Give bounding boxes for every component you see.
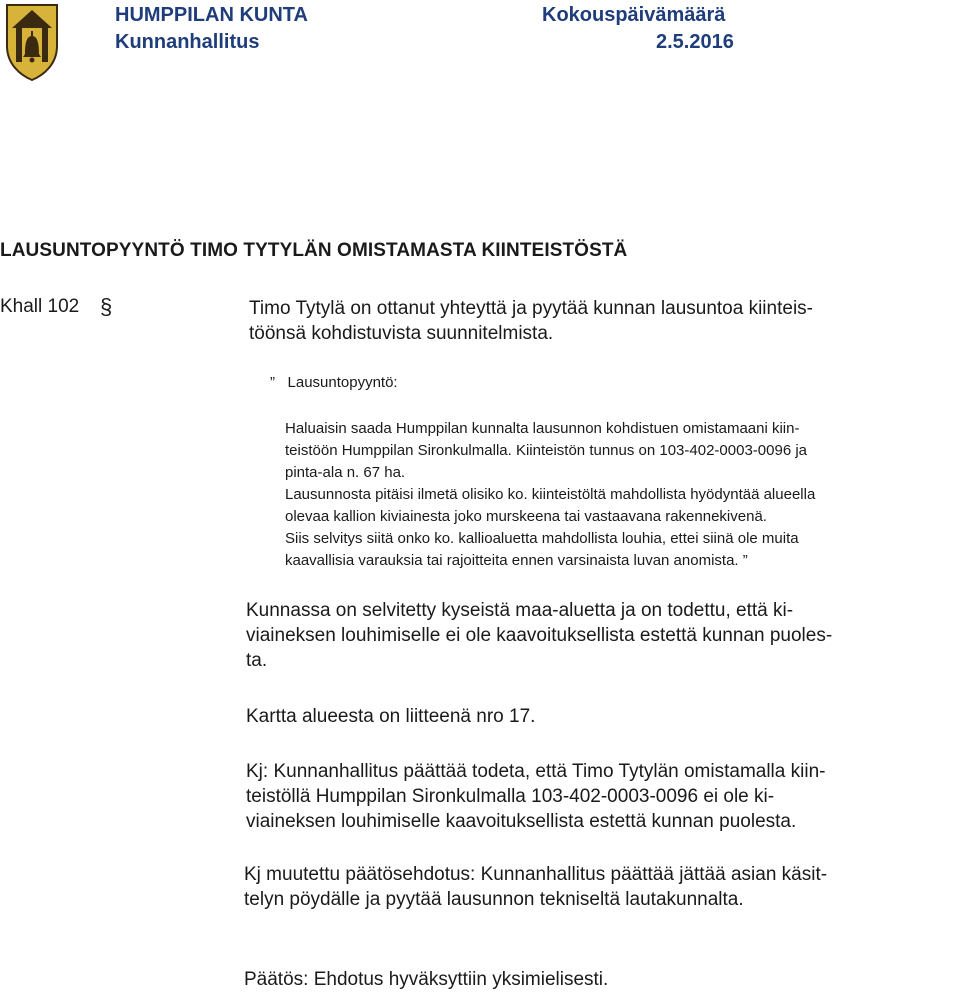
coat-of-arms-logo	[4, 2, 60, 82]
text-line: töönsä kohdistuvista suunnitelmista.	[249, 323, 554, 344]
amended-proposal-paragraph	[244, 862, 827, 912]
proposal-paragraph	[246, 759, 825, 834]
quote-heading-text: Lausuntopyyntö:	[287, 374, 398, 391]
text-line: Siis selvitys siitä onko ko. kallioaluetta mahdollista louhia, ettei siinä ole muita	[285, 530, 799, 547]
section-number: Khall 102	[0, 296, 80, 317]
quote-heading	[270, 372, 398, 394]
text-line: Kj muutettu päätösehdotus: Kunnanhallitus päättää jättää asian käsit-	[244, 864, 828, 885]
quote-mark: ”	[270, 374, 275, 391]
quote-paragraph-1	[285, 418, 807, 484]
text-line: Lausunnosta pitäisi ilmetä olisiko ko. kiinteistöltä mahdollista hyödyntää alueella	[285, 486, 816, 503]
meeting-date-value: 2.5.2016	[656, 31, 734, 53]
text-line: viaineksen louhimiselle kaavoituksellista estettä kunnan puolesta.	[246, 811, 797, 832]
text-line: kaavallisia varauksia tai rajoitteita ennen varsinaista luvan anomista. ”	[285, 552, 748, 569]
quote-paragraph-2	[285, 484, 815, 528]
text-line: telyn pöydälle ja pyytää lausunnon tekniseltä lautakunnalta.	[244, 889, 744, 910]
document-title: LAUSUNTOPYYNTÖ TIMO TYTYLÄN OMISTAMASTA KIINTEISTÖSTÄ	[0, 240, 628, 261]
intro-paragraph	[249, 296, 813, 346]
text-line: teistöön Humppilan Sironkulmalla. Kiinteistön tunnus on 103-402-0003-0096 ja	[285, 442, 807, 459]
text-line: Haluaisin saada Humppilan kunnalta lausunnon kohdistuen omistamaani kiin-	[285, 420, 800, 437]
text-line: ta.	[246, 650, 268, 671]
section-sign-icon: §	[100, 294, 113, 319]
map-attachment-note: Kartta alueesta on liitteenä nro 17.	[246, 706, 536, 727]
text-line: Kunnassa on selvitetty kyseistä maa-aluetta ja on todettu, että ki-	[246, 600, 794, 621]
meeting-date-label: Kokouspäivämäärä	[542, 4, 726, 26]
committee-name: Kunnanhallitus	[115, 31, 260, 53]
text-line: olevaa kallion kiviainesta joko murskeena tai vastaavana rakennekivenä.	[285, 508, 767, 525]
text-line: viaineksen louhimiselle ei ole kaavoituksellista estettä kunnan puoles-	[246, 625, 833, 646]
text-line: Timo Tytylä on ottanut yhteyttä ja pyytää kunnan lausuntoa kiinteis-	[249, 298, 813, 319]
text-line: Kj: Kunnanhallitus päättää todeta, että Timo Tytylän omistamalla kiin-	[246, 761, 826, 782]
text-line: pinta-ala n. 67 ha.	[285, 464, 406, 481]
organization-name: HUMPPILAN KUNTA	[115, 4, 308, 26]
assessment-paragraph	[246, 598, 832, 673]
quote-paragraph-3	[285, 528, 799, 572]
decision-paragraph: Päätös: Ehdotus hyväksyttiin yksimielisesti.	[244, 969, 609, 990]
text-line: teistöllä Humppilan Sironkulmalla 103-402-0003-0096 ei ole ki-	[246, 786, 775, 807]
